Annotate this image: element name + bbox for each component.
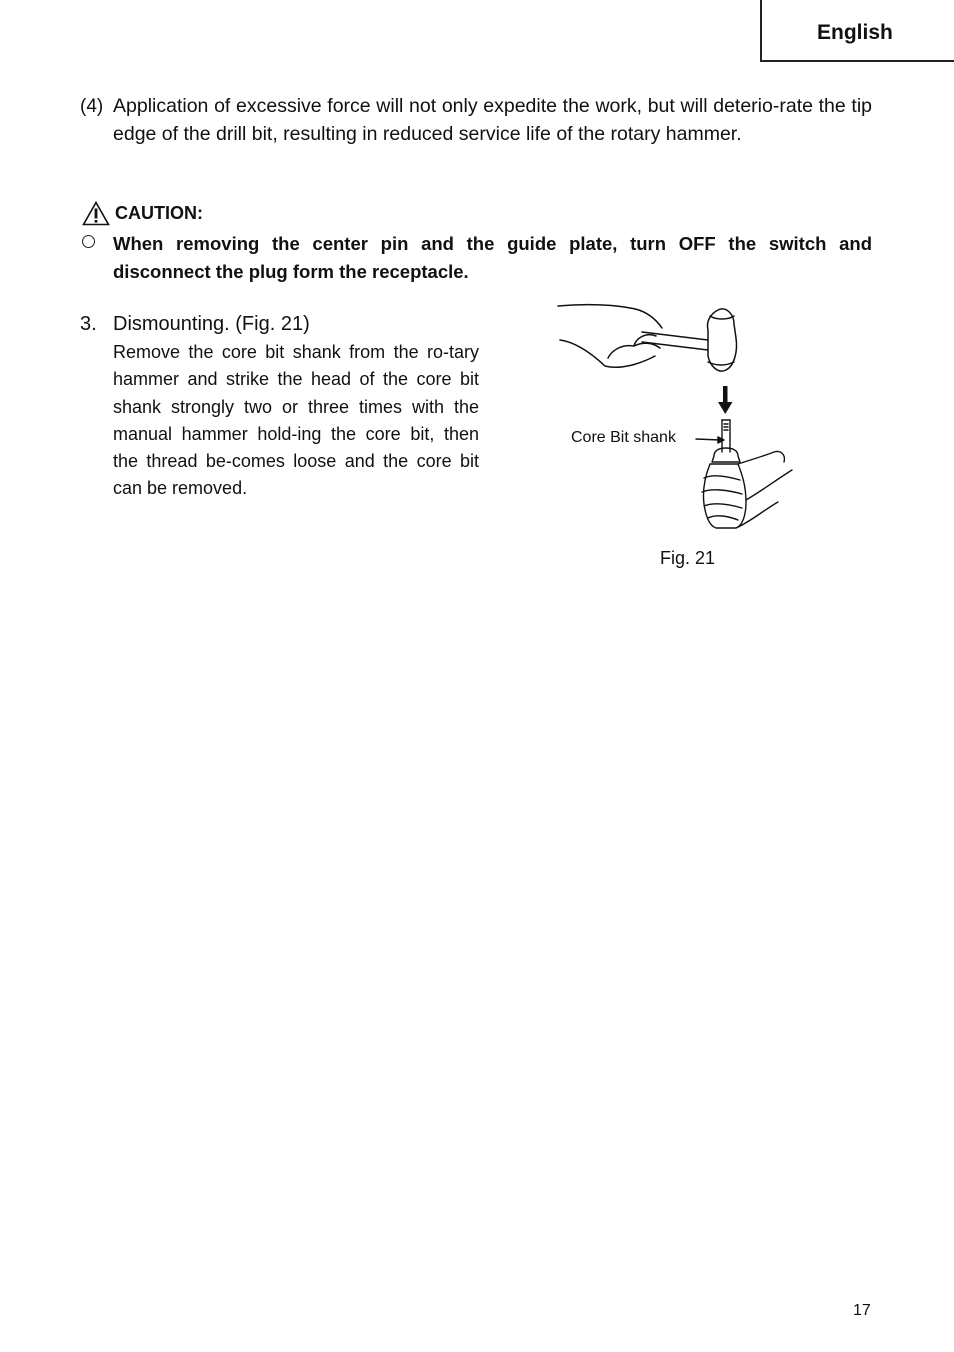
strike-arrow [718,386,733,414]
page-number: 17 [853,1302,871,1319]
dismounting-illustration [550,296,800,536]
section-number: 3. [80,313,97,335]
hammer-hand-drawing [558,305,737,371]
item-paragraph: Application of excessive force will not only expedite the work, but will deterio-rate the tip edge of the drill bit, resulting in reduced service life of the rotary hammer. [113,95,872,145]
circle-bullet-icon [82,235,95,248]
caution-label: CAUTION: [115,202,203,223]
core-bit-drawing [696,420,792,528]
section-title: Dismounting. (Fig. 21) [113,313,310,335]
figure-caption: Fig. 21 [660,548,716,568]
item-number: (4) [80,96,104,117]
caution-text: When removing the center pin and the guide plate, turn OFF the switch and disconnect the plug form the receptacle. [113,233,872,282]
language-label: English [817,21,893,44]
language-tab [760,0,954,62]
warning-triangle-icon [82,201,110,226]
caution-heading [82,200,203,226]
core-bit-shank-callout: Core Bit shank [571,429,676,446]
section-body: Remove the core bit shank from the ro-tary hammer and strike the head of the core bit shank strongly two or three times with the manual hammer hold-ing the core bit, then the thread be-comes loose and the core bit can be removed. [113,342,479,499]
